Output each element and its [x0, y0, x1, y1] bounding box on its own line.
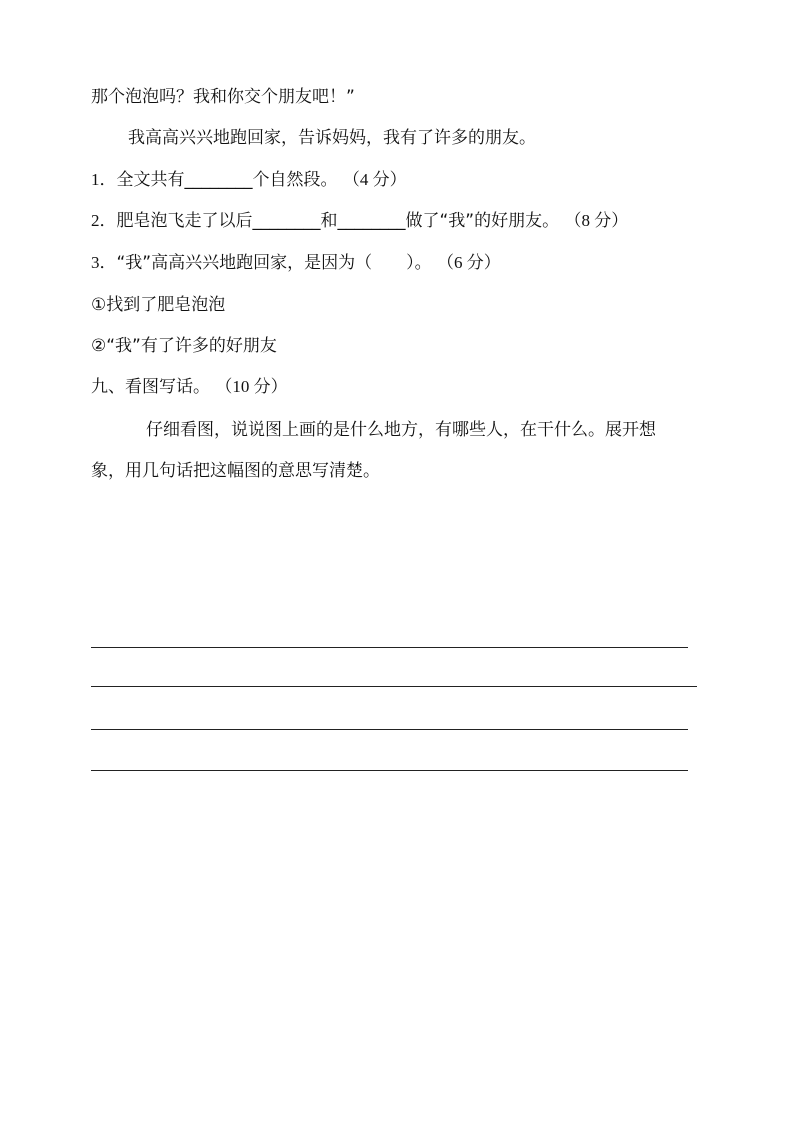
- question-3: [91, 252, 501, 274]
- question-1: [91, 169, 407, 191]
- question-text: 和: [320, 211, 338, 231]
- question-2: [91, 210, 628, 232]
- writing-line-4[interactable]: [91, 770, 688, 771]
- score: （8 分）: [564, 211, 629, 230]
- question-text: 肥皂泡飞走了以后: [116, 211, 253, 231]
- question-text: 个自然段。: [252, 170, 338, 190]
- option-2: ②“我”有了许多的好朋友: [91, 336, 277, 356]
- section-9-instruction-2: 象，用几句话把这幅图的意思写清楚。: [91, 461, 380, 481]
- passage-line-1: 那个泡泡吗？我和你交个朋友吧！”: [91, 87, 355, 107]
- question-text: “我”高高兴兴地跑回家，是因为（ ）。: [116, 253, 432, 273]
- passage-line-2: 我高高兴兴地跑回家，告诉妈妈，我有了许多的朋友。: [128, 128, 536, 148]
- option-1: ①找到了肥皂泡泡: [91, 295, 226, 315]
- writing-line-3[interactable]: [91, 729, 688, 730]
- score: （4 分）: [342, 170, 407, 189]
- score: （10 分）: [215, 377, 288, 396]
- question-number: 1．: [91, 170, 117, 189]
- question-text: 做了“我”的好朋友。: [405, 211, 560, 231]
- question-text: 全文共有: [116, 170, 185, 190]
- answer-blank[interactable]: ________: [252, 211, 321, 231]
- writing-line-2[interactable]: [91, 686, 697, 687]
- section-9-heading: [91, 376, 288, 398]
- answer-blank[interactable]: ________: [337, 211, 406, 231]
- answer-blank[interactable]: ________: [184, 170, 253, 190]
- score: （6 分）: [437, 253, 501, 272]
- question-number: 3．: [91, 253, 117, 272]
- writing-line-1[interactable]: [91, 647, 688, 648]
- question-number: 2．: [91, 211, 117, 230]
- section-title: 九、看图写话。: [91, 377, 210, 397]
- section-9-instruction-1: 仔细看图，说说图上画的是什么地方，有哪些人，在干什么。展开想: [146, 420, 656, 440]
